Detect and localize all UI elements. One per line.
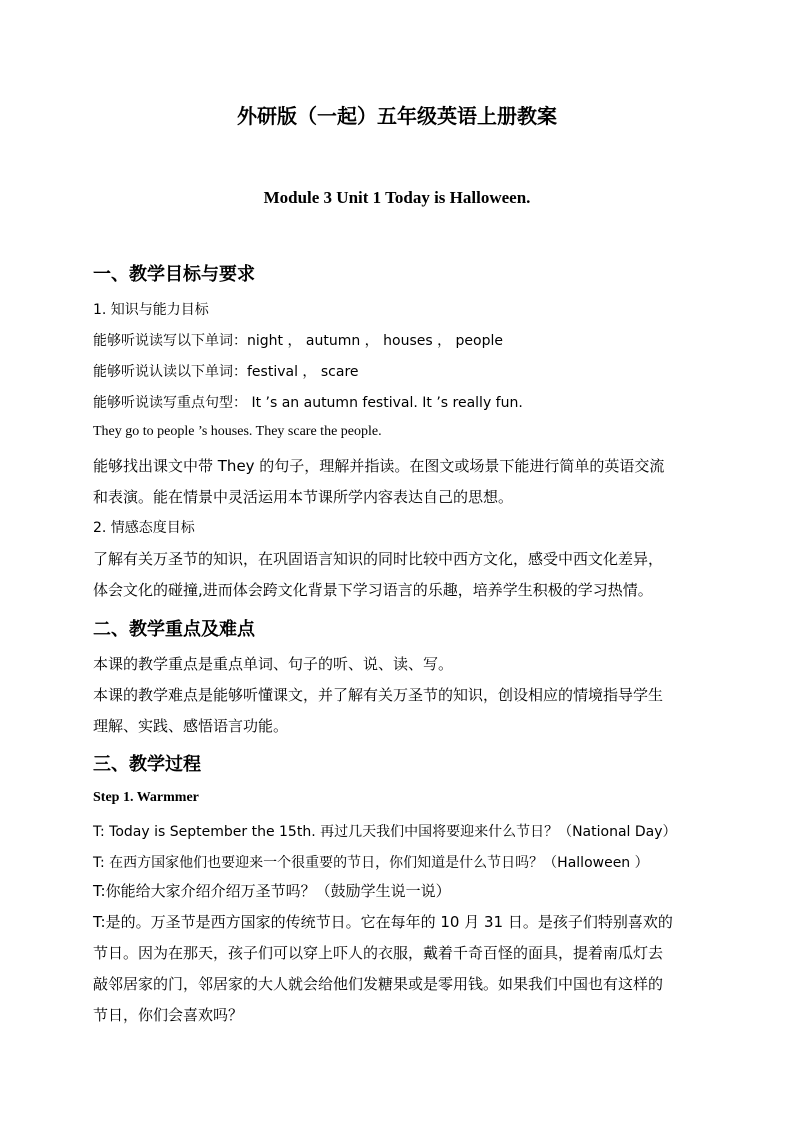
key-point-line: 理解、实践、感悟语言功能。 — [93, 717, 289, 735]
process-line: 敲邻居家的门，邻居家的大人就会给他们发糖果或是零用钱。如果我们中国也有这样的 — [93, 975, 664, 993]
objective-line: 体会文化的碰撞,进而体会跨文化背景下学习语言的乐趣，培养学生积极的学习热情。 — [93, 581, 653, 599]
key-point-line: 本课的教学重点是重点单词、句子的听、说、读、写。 — [93, 655, 454, 673]
process-line: T: 在西方国家他们也要迎来一个很重要的节日，你们知道是什么节日吗？（Halloween ） — [93, 855, 649, 871]
section-heading-key-points: 二、教学重点及难点 — [93, 619, 255, 640]
objective-line: They go to people ’s houses. They scare the people. — [93, 424, 382, 439]
objective-line: 能够听说认读以下单词：festival ， scare — [93, 364, 359, 380]
step-heading: Step 1. Warmmer — [93, 790, 199, 805]
key-point-line: 本课的教学难点是能够听懂课文，并了解有关万圣节的知识，创设相应的情境指导学生 — [93, 686, 664, 704]
section-heading-process: 三、教学过程 — [93, 754, 201, 775]
document-title: 外研版（一起）五年级英语上册教案 — [237, 104, 557, 128]
process-line: T:是的。万圣节是西方国家的传统节日。它在每年的 10 月 31 日。是孩子们特别喜欢的 — [93, 913, 673, 931]
process-line: T: Today is September the 15th. 再过几天我们中国将要迎来什么节日？（National Day） — [93, 824, 677, 840]
objective-line: 能够听说读写重点句型： It ’s an autumn festival. It ’s really fun. — [93, 395, 523, 411]
objective-line: 和表演。能在情景中灵活运用本节课所学内容表达自己的思想。 — [93, 488, 514, 506]
objective-line: 1. 知识与能力目标 — [93, 302, 209, 318]
objective-line: 能够找出课文中带 They 的句子，理解并指读。在图文或场景下能进行简单的英语交流 — [93, 457, 665, 475]
objective-line: 了解有关万圣节的知识，在巩固语言知识的同时比较中西方文化，感受中西文化差异， — [93, 550, 664, 568]
process-line: T:你能给大家介绍介绍万圣节吗？（鼓励学生说一说） — [93, 882, 451, 900]
document-subtitle: Module 3 Unit 1 Today is Halloween. — [263, 188, 531, 207]
process-line: 节日。因为在那天，孩子们可以穿上吓人的衣服，戴着千奇百怪的面具，提着南瓜灯去 — [93, 944, 664, 962]
process-line: 节日，你们会喜欢吗？ — [93, 1006, 244, 1024]
objective-line: 能够听说读写以下单词：night ， autumn ， houses ， people — [93, 333, 504, 349]
section-heading-objectives: 一、教学目标与要求 — [93, 264, 255, 285]
objective-line: 2. 情感态度目标 — [93, 520, 195, 536]
